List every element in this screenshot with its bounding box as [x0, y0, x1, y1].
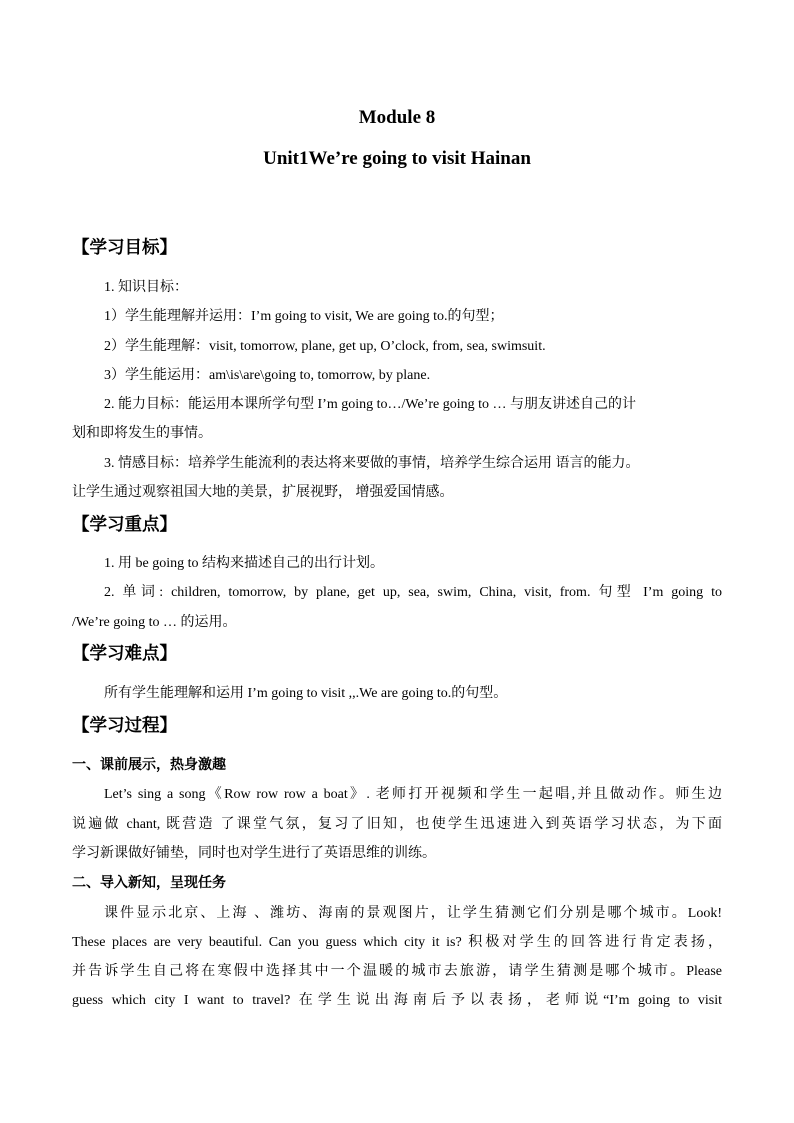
process-step-2-line-1: 课件显示北京、上海 、潍坊、海南的景观图片，让学生猜测它们分别是哪个城市。Look!	[104, 906, 722, 921]
keypoint-2-cont: /We’re going to … 的运用。	[72, 615, 237, 630]
objective-emotion-cont: 让学生通过观察祖国大地的美景，扩展视野， 增强爱国情感。	[72, 485, 454, 500]
keypoint-1: 1. 用 be going to 结构来描述自己的出行计划。	[104, 556, 384, 571]
difficulties-heading: 【学习难点】	[72, 643, 177, 663]
module-title: Module 8	[358, 107, 436, 128]
keypoints-heading: 【学习重点】	[72, 514, 177, 534]
objective-emotion: 3. 情感目标：培养学生能流利的表达将来要做的事情，培养学生综合运用 语言的能力。	[104, 456, 640, 471]
process-step-1-title: 一、课前展示，热身激趣	[72, 758, 226, 773]
objective-item-1: 1）学生能理解并运用：I’m going to visit, We are going to.的句型；	[104, 309, 504, 324]
keypoint-2: 2. 单词: children, tomorrow, by plane, get up, sea, swim, China, visit, from. 句型 I’m going to	[104, 585, 722, 600]
process-step-2-line-4: guess which city I want to travel? 在学生说出海南后予以表扬，老师说“I’m going to visit	[72, 993, 722, 1008]
process-step-1-line-3: 学习新课做好铺垫，同时也对学生进行了英语思维的训练。	[72, 846, 436, 861]
objective-ability: 2. 能力目标：能运用本课所学句型 I’m going to…/We’re going to … 与朋友讲述自己的计	[104, 397, 637, 412]
process-step-2-title: 二、导入新知，呈现任务	[72, 876, 226, 891]
objective-knowledge: 1. 知识目标：	[104, 280, 188, 295]
objective-item-2: 2）学生能理解：visit, tomorrow, plane, get up, O’clock, from, sea, swimsuit.	[104, 339, 546, 354]
difficulty-1: 所有学生能理解和运用 I’m going to visit ,,.We are going to.的句型。	[104, 686, 508, 701]
objective-item-3: 3）学生能运用：am\is\are\going to, tomorrow, by plane.	[104, 368, 431, 383]
process-step-2-line-2: These places are very beautiful. Can you guess which city it is? 积极对学生的回答进行肯定表扬，	[72, 935, 722, 950]
process-step-1-line-1: Let’s sing a song《Row row row a boat》. 老师打开视频和学生一起唱,并且做动作。师生边	[104, 787, 722, 802]
unit-title: Unit1We’re going to visit Hainan	[263, 148, 531, 169]
process-step-1-line-2: 说遍做 chant, 既营造 了课堂气氛，复习了旧知，也使学生迅速进入到英语学习状态，为下面	[72, 817, 722, 832]
process-heading: 【学习过程】	[72, 715, 177, 735]
process-step-2-line-3: 并告诉学生自己将在寒假中选择其中一个温暖的城市去旅游，请学生猜测是哪个城市。Please	[72, 964, 722, 979]
objective-ability-cont: 划和即将发生的事情。	[72, 426, 212, 441]
objectives-heading: 【学习目标】	[72, 237, 177, 257]
